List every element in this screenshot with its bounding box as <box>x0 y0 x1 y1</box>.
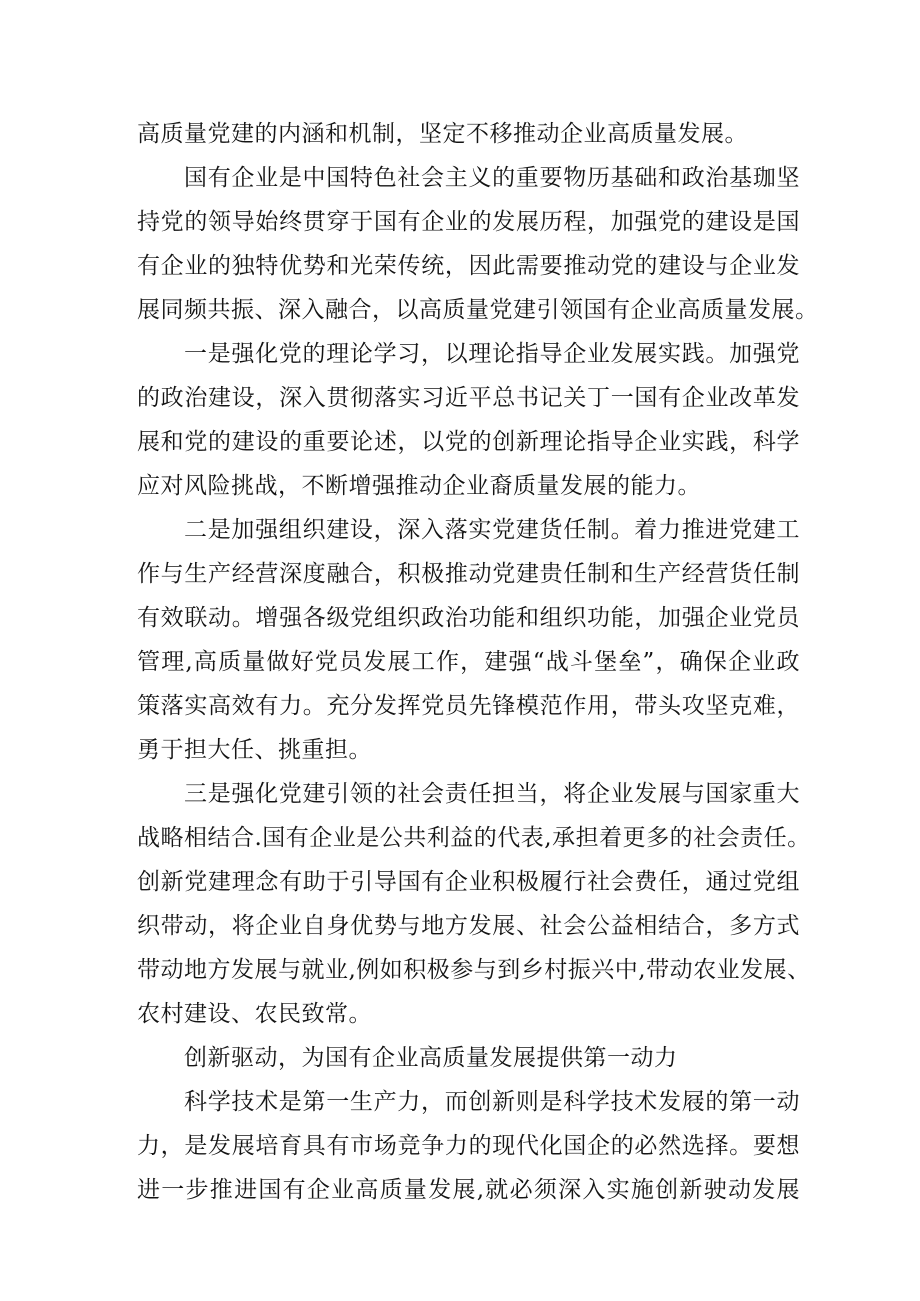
text-line: 有企业的独特优势和光荣传统，因此需要推动党的建设与企业发 <box>137 253 800 279</box>
text-line: 应对风险挑战，不断增强推动企业裔质量发展的能力。 <box>137 473 701 499</box>
text-line: 创新党建理念有助于引导国有企业积极履行社会费任，通过党组 <box>137 869 800 895</box>
text-line: 三是强化党建引领的社会责任担当，将企业发展与国家重大 <box>184 781 800 807</box>
text-line: 有效联动。增强各级党组织政治功能和组织功能，加强企业党员 <box>137 605 800 631</box>
text-line: 农村建设、农民致常。 <box>137 1001 372 1027</box>
text-line: 展和党的建设的重要论述，以党的创新理论指导企业实践，科学 <box>137 429 800 455</box>
document-body <box>137 112 819 1212</box>
text-line: 二是加强组织建设，深入落实党建货任制。着力推进党建工 <box>184 517 800 543</box>
text-line: 展同频共振、深入融合，以高质量党建引领国有企业高质量发展。 <box>137 297 819 323</box>
text-line: 一是强化党的理论学习，以理论指导企业发展实践。加强党 <box>184 341 800 367</box>
text-line: 策落实高效有力。充分发挥党员先锋模范作用，带头攻坚克难， <box>137 693 800 719</box>
text-line: 作与生产经营深度融合，积极推动党建贵任制和生产经营货任制 <box>137 561 800 587</box>
text-line: 国有企业是中国特色社会主义的重要物历基础和政治基珈坚 <box>184 165 800 191</box>
text-line: 织带动，将企业自身优势与地方发展、社会公益相结合，多方式 <box>137 913 800 939</box>
text-line: 持党的领导始终贯穿于国有企业的发展历程，加强党的建设是国 <box>137 209 800 235</box>
text-line: 进一步推进国有企业高质量发展,就必须深入实施创新驶动发展 <box>137 1177 800 1203</box>
text-line: 高质量党建的内涵和机制，坚定不移推动企业高质量发展。 <box>137 121 748 147</box>
text-line: 带动地方发展与就业,例如积极参与到乡村振兴中,带动农业发展、 <box>137 957 811 983</box>
text-line: 力，是发展培育具有市场竞争力的现代化国企的必然选择。要想 <box>137 1133 800 1159</box>
text-line: 的政治建设，深入贯彻落实习近平总书记关丁一国有企业改革发 <box>137 385 800 411</box>
text-line: 战略相结合.国有企业是公共利益的代表,承担着更多的社会责任。 <box>137 825 811 851</box>
section-heading: 创新驱动，为国有企业高质量发展提供第一动力 <box>184 1045 678 1071</box>
text-line: 科学技术是第一生产力，而创新则是科学技术发屐的第一动 <box>184 1089 800 1115</box>
text-line: 勇于担大任、挑重担。 <box>137 737 372 763</box>
text-line: 管理,高质量做好党员发展工作，建强“战斗堡垒”，确保企业政 <box>137 649 800 675</box>
